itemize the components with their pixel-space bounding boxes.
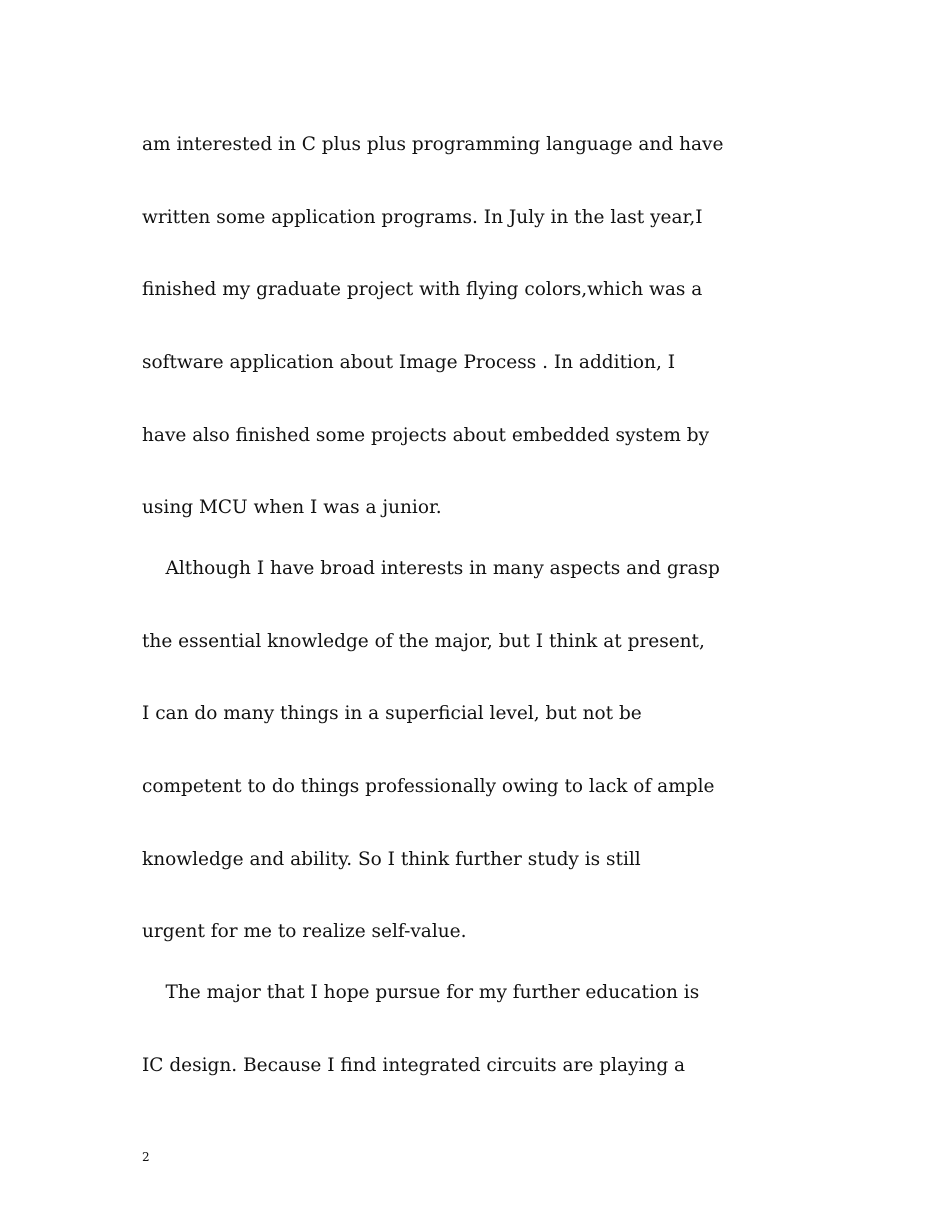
text-line: IC design. Because I find integrated circuits are playing a xyxy=(142,1055,686,1076)
text-line: software application about Image Process . In addition, I xyxy=(142,352,676,373)
text-line: I can do many things in a superficial level, but not be xyxy=(142,703,642,724)
paragraph-start-line: Although I have broad interests in many aspects and grasp xyxy=(142,558,720,579)
text-line: the essential knowledge of the major, but I think at present, xyxy=(142,631,705,652)
text-line: finished my graduate project with flying colors,which was a xyxy=(142,279,703,300)
page-number: 2 xyxy=(142,1150,150,1164)
text-line: competent to do things professionally owing to lack of ample xyxy=(142,776,715,797)
paragraph-start-line: The major that I hope pursue for my further education is xyxy=(142,982,700,1003)
text-line: have also finished some projects about embedded system by xyxy=(142,425,710,446)
text-line: knowledge and ability. So I think further study is still xyxy=(142,849,641,870)
text-line: written some application programs. In July in the last year,I xyxy=(142,207,703,228)
text-line: urgent for me to realize self-value. xyxy=(142,921,467,942)
text-line: am interested in C plus plus programming language and have xyxy=(142,134,724,155)
text-line: using MCU when I was a junior. xyxy=(142,497,442,518)
